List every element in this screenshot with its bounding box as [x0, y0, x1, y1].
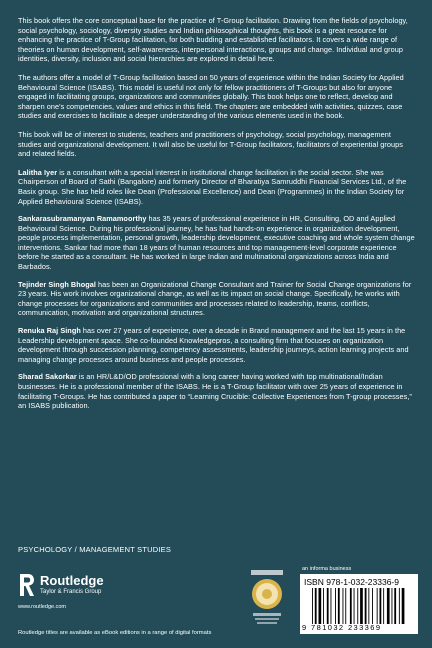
publisher-name: Routledge — [40, 573, 104, 588]
author-bio — [18, 214, 416, 272]
author-name: Renuka Raj Singh — [18, 326, 81, 336]
author-name: Sankarasubramanyan Ramamoorthy — [18, 214, 147, 224]
author-name: Lalitha Iyer — [18, 167, 58, 177]
author-bio — [18, 168, 416, 206]
ebook-note: Routledge titles are available as eBook editions in a range of digital formats — [18, 630, 212, 636]
author-name: Tejinder Singh Bhogal — [18, 279, 96, 289]
author-bio — [18, 280, 416, 318]
isbn-label: ISBN 978-1-032-23336-9 — [304, 577, 399, 587]
publisher-block — [18, 572, 104, 610]
routledge-logo-icon — [18, 572, 36, 598]
publisher-logo — [18, 572, 104, 598]
isabs-seal-icon — [247, 568, 287, 630]
author-bio-text: is a consultant with a special interest in institutional change facilitation in the social sector. She was Chairperson of Board of Sathi (Bangalore) and formerly Director of Bharatiya Samruddhi Financial Services Ltd., of the Basix group. She has held roles like Dean (Professional Excellence) and Dean (Programmes) in the Indian Society for Applied Behavioural Science (ISABS). — [18, 167, 407, 206]
barcode-number: 9 781032 233369 — [302, 623, 382, 632]
author-bio — [18, 372, 416, 410]
author-bio-text: has over 27 years of experience, over a decade in Brand management and the last 15 years in the Leadership development space. She co-founded Knowledgepros, a consulting firm that focuses on organization development through succession planning, competency assessments, leadership journeys, action learning projects and managing change processes around business and people processes. — [18, 326, 409, 364]
subject-category: PSYCHOLOGY / MANAGEMENT STUDIES — [18, 545, 172, 554]
author-bio-text: has 35 years of professional experience in HR, Consulting, OD and Applied Behavioural Science. During his professional journey, he has had hands-on experience in organization development, people process implementation, personal growth, leadership development, executive coaching and whole system change interventions. Sankar had more than 18 years of human resources and top management-level corporate experience before he started as a consultant. He has worked in large Indian and multinational organizations across India and Barbados. — [18, 214, 415, 272]
publisher-subtitle: Taylor & Francis Group — [40, 589, 102, 595]
author-bio-text: is an HR/L&D/OD professional with a long career having worked with top multinational/Indian businesses. He is a professional member of the ISABS. He is a T-Group facilitator with over 25 years of experience in facilitating T-Groups. He has contributed a paper to “Learning Crucible: Collective Experiences from T-group processes,” an ISABS publication. — [18, 372, 412, 411]
author-bio — [18, 326, 416, 364]
author-name: Sharad Sakorkar — [18, 372, 77, 382]
description-paragraph-3: This book will be of interest to students, teachers and practitioners of psychology, social psychology, management studies and organizational development. It will also be useful for T-Group facilitators, facilitators of experiential groups and related fields. — [18, 129, 403, 159]
barcode-block — [300, 574, 418, 634]
informa-tagline: an informa business — [302, 566, 352, 572]
author-bio-text: has been an Organizational Change Consultant and Trainer for Social Change organizations for 23 years. His work involves organizational change, as well as its impact on social change. Specifically, he works with change processes for organizations and communities and processes related to leadership, teams, conflicts, communication, motivation and organizational structures. — [18, 279, 412, 318]
description-paragraph-1: This book offers the core conceptual base for the practice of T-Group facilitation. Drawing from the fields of psychology, social psychology, sociology, diversity studies and Indian philosophical thoughts, this book is a great resource for enhancing the practice of T-Group facilitation, for both budding and established facilitators. It covers a wide range of theories on human development, self-awareness, interpersonal interactions, groups and change. Individual and group identities, diversity, inclusion and social hierarchies are explored in detail here. — [18, 16, 408, 64]
barcode-bars — [312, 588, 412, 624]
description-paragraph-2: The authors offer a model of T-Group facilitation based on 50 years of experience within the Indian Society for Applied Behavioural Science (ISABS). This model is useful not only for fellow practitioners of T-Groups but also for anyone engaged in facilitating groups, organizations and communities globally. This book helps one to reflect, develop and sharpen one's competencies, values and ethics in this field. The chapters are embedded with activities, quizzes, case studies and exercises to facilitate a deeper understanding of the various elements used in the book. — [18, 72, 404, 121]
publisher-website: www.routledge.com — [18, 604, 66, 610]
